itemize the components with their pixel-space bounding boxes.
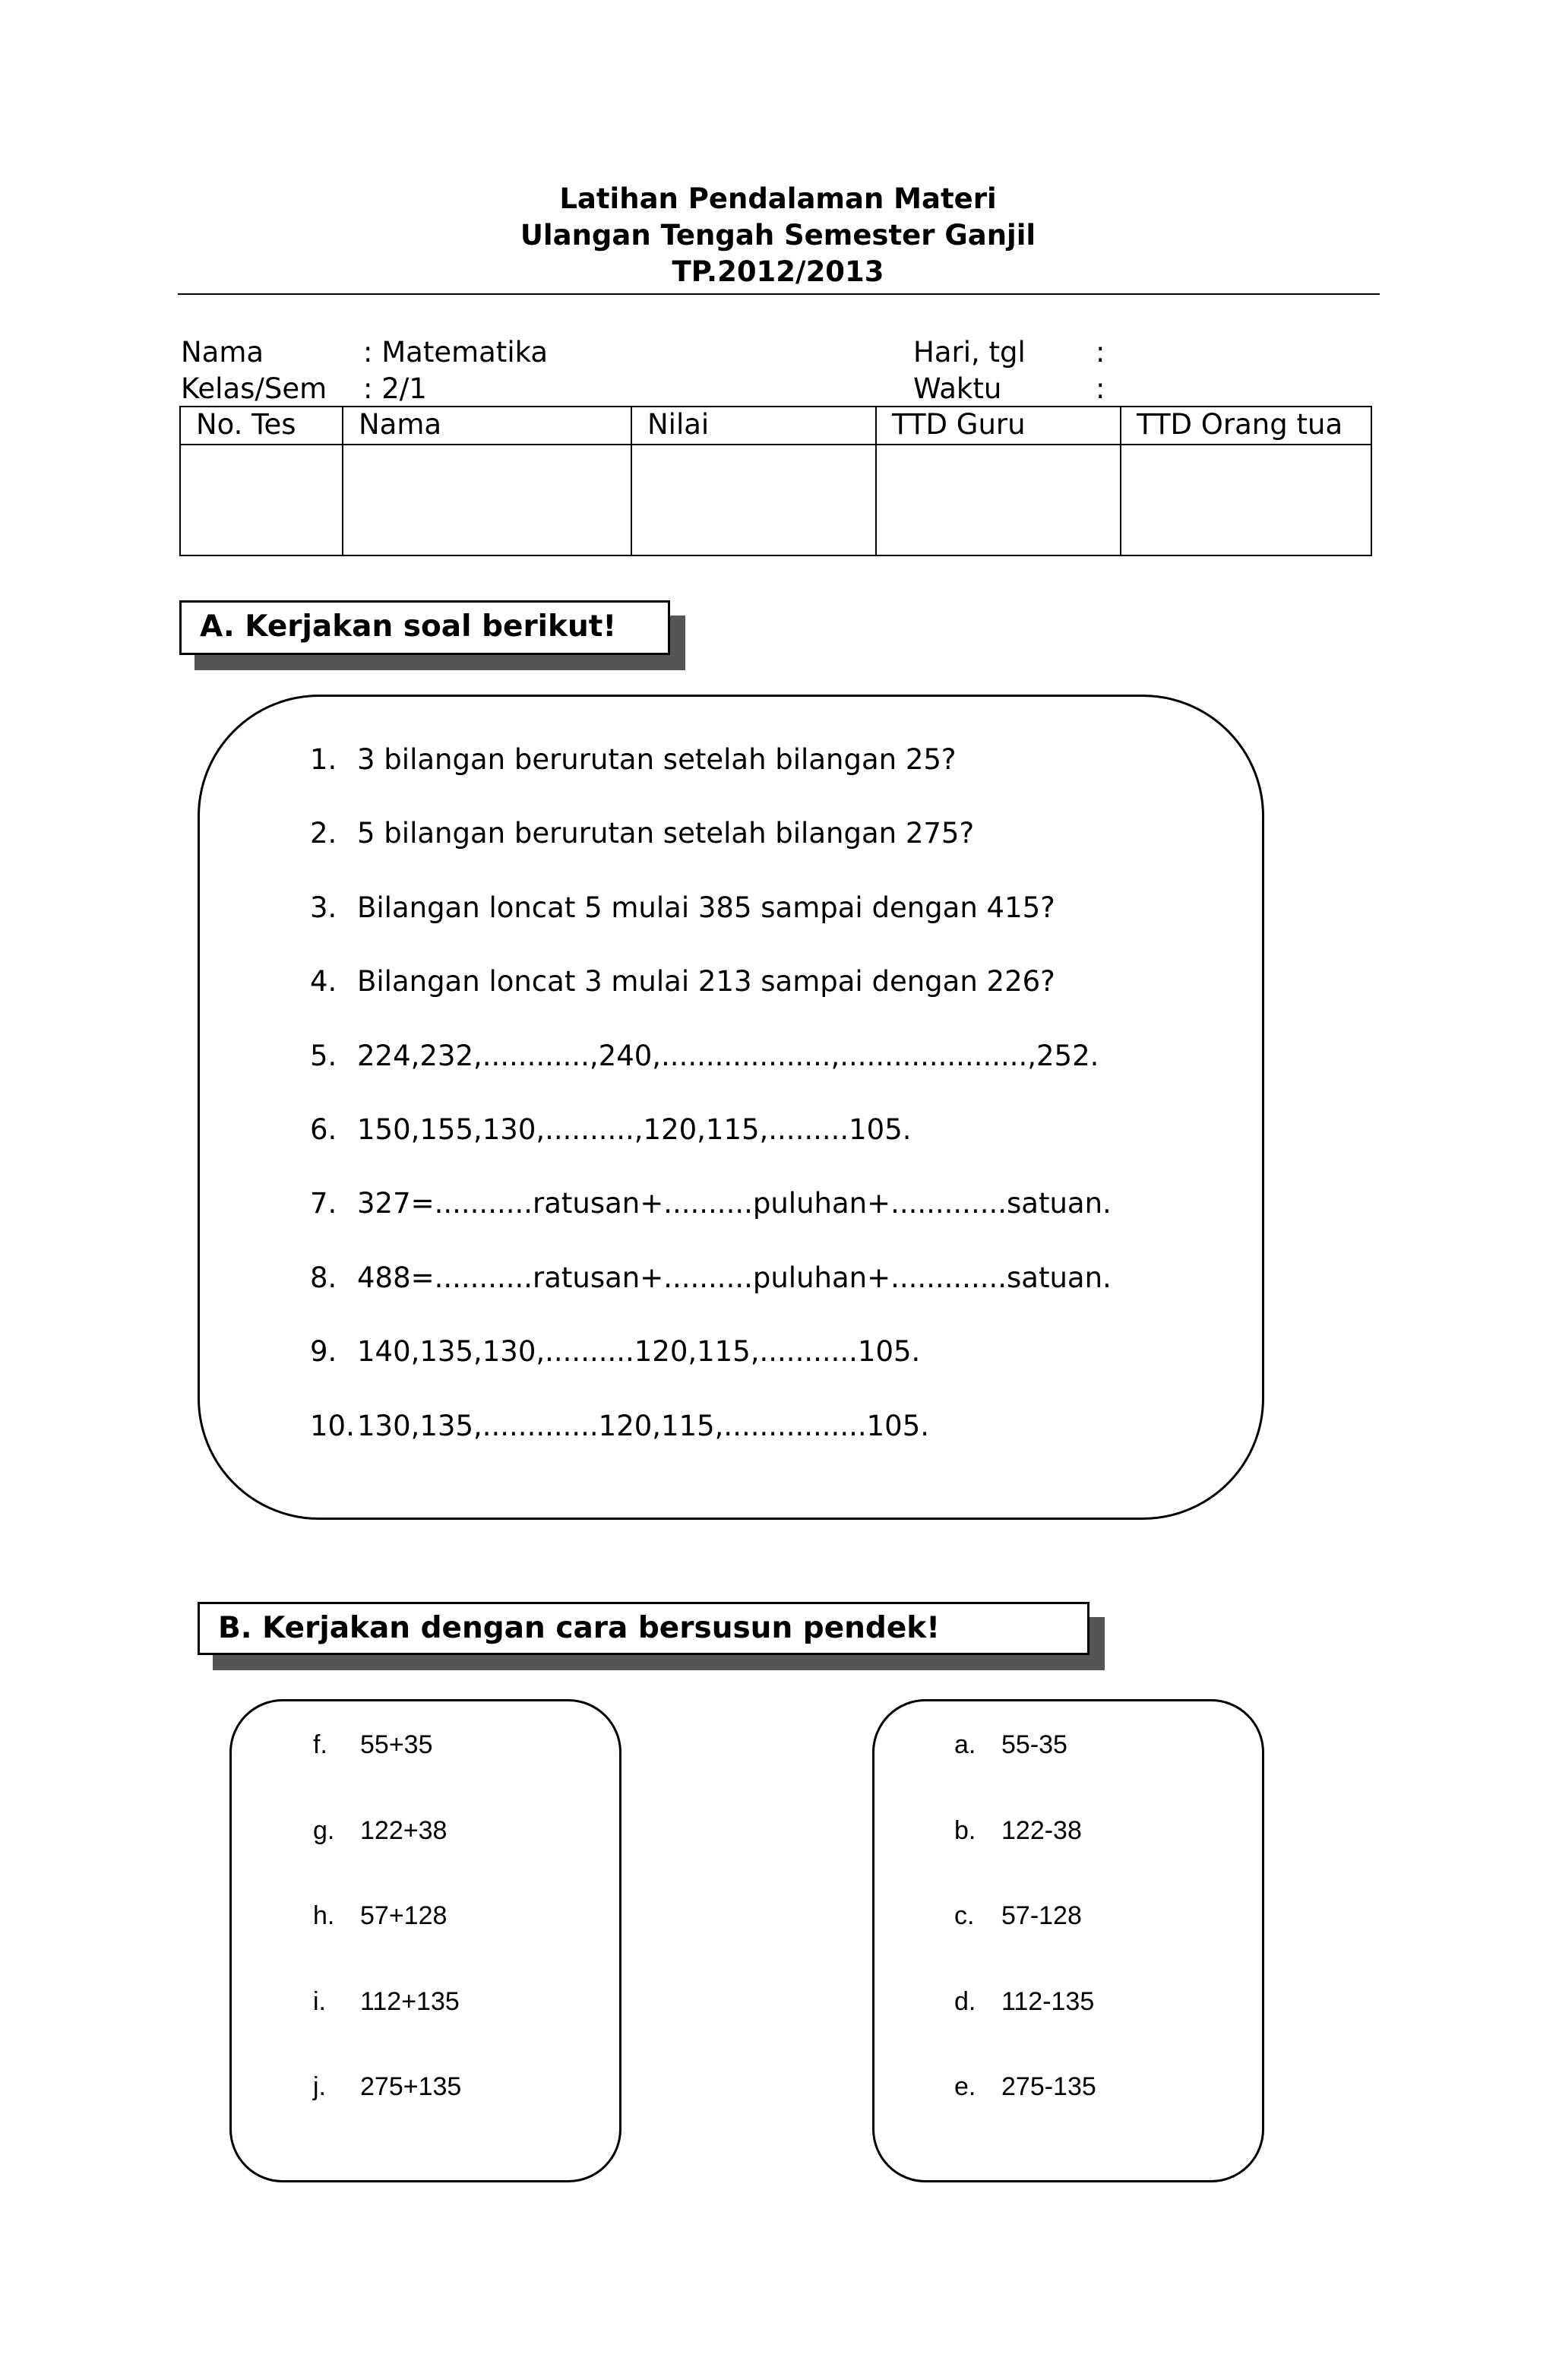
item-letter: a.	[954, 1730, 976, 1759]
question-number: 10.	[310, 1409, 355, 1442]
question-text: 327=...........ratusan+..........puluhan+.............satuan.	[357, 1187, 1112, 1220]
subtraction-item	[954, 1726, 1096, 1812]
addition-item	[313, 2068, 461, 2154]
subtraction-item	[954, 2068, 1096, 2154]
question-number: 8.	[310, 1261, 337, 1294]
question-text: 140,135,130,..........120,115,...........105.	[357, 1335, 921, 1369]
question-text: 5 bilangan berurutan setelah bilangan 275?	[357, 817, 975, 850]
question-number: 5.	[310, 1039, 337, 1072]
kelas-label: Kelas/Sem	[181, 372, 327, 405]
cell-nama[interactable]	[343, 445, 631, 555]
item-letter: b.	[954, 1815, 976, 1845]
item-expression: 55-35	[1001, 1730, 1067, 1759]
subtraction-item	[954, 1983, 1096, 2069]
subtraction-item	[954, 1812, 1096, 1898]
header-nilai: Nilai	[631, 407, 876, 445]
questions-list	[310, 742, 1112, 1482]
subtraction-item	[954, 1897, 1096, 1983]
question-item	[310, 890, 1112, 964]
question-item	[310, 742, 1112, 815]
hari-label: Hari, tgl	[913, 336, 1026, 369]
question-item	[310, 1260, 1112, 1334]
item-letter: f.	[313, 1730, 327, 1759]
score-table-entry-row	[180, 445, 1371, 555]
question-item	[310, 1112, 1112, 1185]
item-expression: 55+35	[360, 1730, 433, 1759]
question-item	[310, 815, 1112, 889]
question-text: 3 bilangan berurutan setelah bilangan 25?	[357, 743, 957, 776]
subtraction-list	[954, 1726, 1096, 2154]
question-number: 2.	[310, 817, 337, 850]
item-letter: c.	[954, 1901, 975, 1930]
item-expression: 275+135	[360, 2072, 462, 2101]
hari-colon: :	[1096, 336, 1105, 369]
item-expression: 57-128	[1001, 1901, 1082, 1930]
item-letter: h.	[313, 1901, 335, 1930]
section-b-heading-text: B. Kerjakan dengan cara bersusun pendek!	[218, 1611, 941, 1645]
question-number: 1.	[310, 743, 337, 776]
header-ttd-guru: TTD Guru	[876, 407, 1121, 445]
waktu-label: Waktu	[913, 372, 1002, 405]
kelas-value: : 2/1	[363, 372, 427, 405]
question-text: 224,232,............,240,...................,.....................,252.	[357, 1039, 1099, 1072]
title-line-2: Ulangan Tengah Semester Ganjil	[520, 219, 1036, 252]
header-divider	[178, 293, 1380, 295]
addition-item	[313, 1812, 461, 1898]
question-text: Bilangan loncat 5 mulai 385 sampai dengan 415?	[357, 891, 1055, 924]
item-expression: 112+135	[360, 1986, 460, 2016]
score-table-header-row	[180, 407, 1371, 445]
item-expression: 57+128	[360, 1901, 448, 1930]
question-item	[310, 1408, 1112, 1482]
cell-nilai[interactable]	[631, 445, 876, 555]
section-a-heading	[179, 600, 670, 655]
question-number: 6.	[310, 1112, 337, 1146]
question-text: 150,155,130,..........,120,115,.........105.	[357, 1112, 912, 1146]
section-b-heading	[198, 1602, 1090, 1655]
item-expression: 122+38	[360, 1815, 448, 1845]
header-nama: Nama	[343, 407, 631, 445]
item-letter: j.	[313, 2072, 326, 2101]
cell-no-tes[interactable]	[180, 445, 343, 555]
question-number: 9.	[310, 1335, 337, 1369]
title-line-1: Latihan Pendalaman Materi	[559, 182, 997, 215]
addition-list	[313, 1726, 461, 2154]
question-text: 130,135,.............120,115,................105.	[357, 1409, 929, 1442]
question-text: 488=...........ratusan+..........puluhan+.............satuan.	[357, 1261, 1112, 1294]
nama-value: : Matematika	[363, 336, 549, 369]
item-expression: 122-38	[1001, 1815, 1082, 1845]
question-text: Bilangan loncat 3 mulai 213 sampai dengan 226?	[357, 965, 1055, 999]
section-a-heading-text: A. Kerjakan soal berikut!	[200, 609, 617, 644]
question-number: 7.	[310, 1187, 337, 1220]
item-expression: 112-135	[1001, 1986, 1095, 2016]
question-number: 4.	[310, 965, 337, 999]
item-expression: 275-135	[1001, 2072, 1096, 2101]
header-ttd-orang-tua: TTD Orang tua	[1121, 407, 1371, 445]
question-item	[310, 1185, 1112, 1259]
item-letter: i.	[313, 1986, 326, 2016]
waktu-colon: :	[1096, 372, 1105, 405]
score-table	[179, 406, 1372, 556]
nama-label: Nama	[181, 336, 264, 369]
question-number: 3.	[310, 891, 337, 924]
header-no-tes: No. Tes	[180, 407, 343, 445]
cell-ttd-orang-tua[interactable]	[1121, 445, 1371, 555]
question-item	[310, 1038, 1112, 1112]
addition-item	[313, 1983, 461, 2069]
item-letter: g.	[313, 1815, 335, 1845]
item-letter: e.	[954, 2072, 976, 2101]
item-letter: d.	[954, 1986, 976, 2016]
addition-item	[313, 1726, 461, 1812]
addition-item	[313, 1897, 461, 1983]
title-line-3: TP.2012/2013	[672, 255, 884, 288]
question-item	[310, 964, 1112, 1037]
cell-ttd-guru[interactable]	[876, 445, 1121, 555]
question-item	[310, 1334, 1112, 1407]
